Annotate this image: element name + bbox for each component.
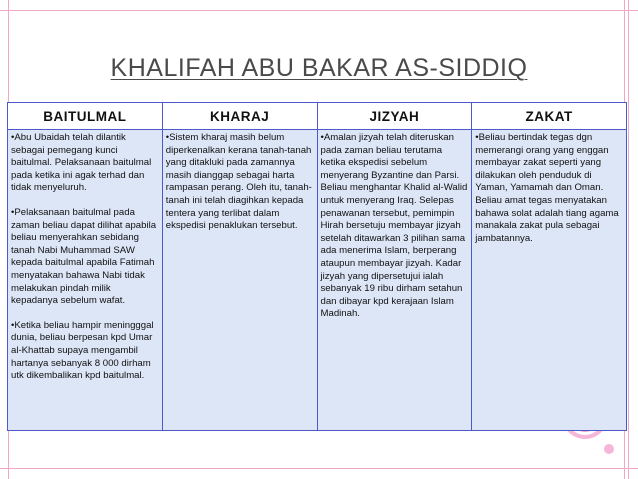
header-zakat: ZAKAT: [472, 103, 627, 130]
cell-jizyah: [317, 130, 472, 431]
cell-kharaj: [162, 130, 317, 431]
decor-circle-small: [604, 444, 614, 454]
header-kharaj: KHARAJ: [162, 103, 317, 130]
table-header-row: [8, 103, 627, 130]
header-baitulmal: BAITULMAL: [8, 103, 163, 130]
slide-title-text: KHALIFAH ABU BAKAR AS-SIDDIQ: [110, 54, 528, 82]
cell-baitulmal: [8, 130, 163, 431]
table-row: [8, 130, 627, 431]
decor-horizontal-line-bottom: [0, 468, 638, 469]
baitulmal-paragraph-3: •Ketika beliau hampir meningggal dunia, beliau berpesan kpd Umar al-Khattab supaya mengambil hartanya sebanyak 8 000 dirham utk dikembalikan kpd baitulmal.: [11, 319, 154, 382]
slide-title: [0, 54, 638, 83]
zakat-paragraph-1: •Beliau bertindak tegas dgn memerangi orang yang enggan membayar zakat seperti yang dilakukan oleh penduduk di Yaman, Yamamah dan Oman. Beliau amat tegas menyatakan bahawa solat adalah tiang agama manakala zakat pula sebagai jambatannya.: [475, 132, 619, 244]
decor-horizontal-line-top: [0, 10, 638, 11]
baitulmal-paragraph-2: •Pelaksanaan baitulmal pada zaman beliau dapat dilihat apabila beliau menyerahkan sebidang tanah Nabi Muhammad SAW kepada baitulmal apabila Fatimah menyatakan bahawa Nabi tidak melakukan pindah milik kepadanya sebelum wafat.: [11, 206, 157, 307]
jizyah-paragraph-1: •Amalan jizyah telah diteruskan pada zaman beliau terutama ketika ekspedisi sebelum menyerang Byzantine dan Parsi. Beliau menghantar Khalid al-Walid untuk menyerang Iraq. Selepas penawanan tersebut, pemimpin Hirah bersetuju membayar jizyah setelah ditawarkan 3 pilihan sama ada menerima Islam, berperang ataupun membayar jizyah. Kadar jizyah yang dipersetujui ialah sebanyak 19 ribu dirham setahun dan dibayar kpd kerajaan Islam Madinah.: [320, 132, 468, 320]
header-jizyah: JIZYAH: [317, 103, 472, 130]
kharaj-paragraph-1: •Sistem kharaj masih belum diperkenalkan kerana tanah-tanah yang ditakluki pada zamannya masih dianggap sebagai harta rampasan perang. Oleh itu, tanah-tanah ini telah diagihkan kepada tentera yang terlibat dalam ekspedisi penaklukan tersebut.: [165, 132, 312, 232]
comparison-table: [7, 102, 627, 431]
cell-zakat: [472, 130, 627, 431]
baitulmal-paragraph-1: •Abu Ubaidah telah dilantik sebagai pemegang kunci baitulmal. Pelaksanaan baitulmal pada ketika ini agak terhad dan tidak menyeluruh.: [11, 132, 152, 194]
